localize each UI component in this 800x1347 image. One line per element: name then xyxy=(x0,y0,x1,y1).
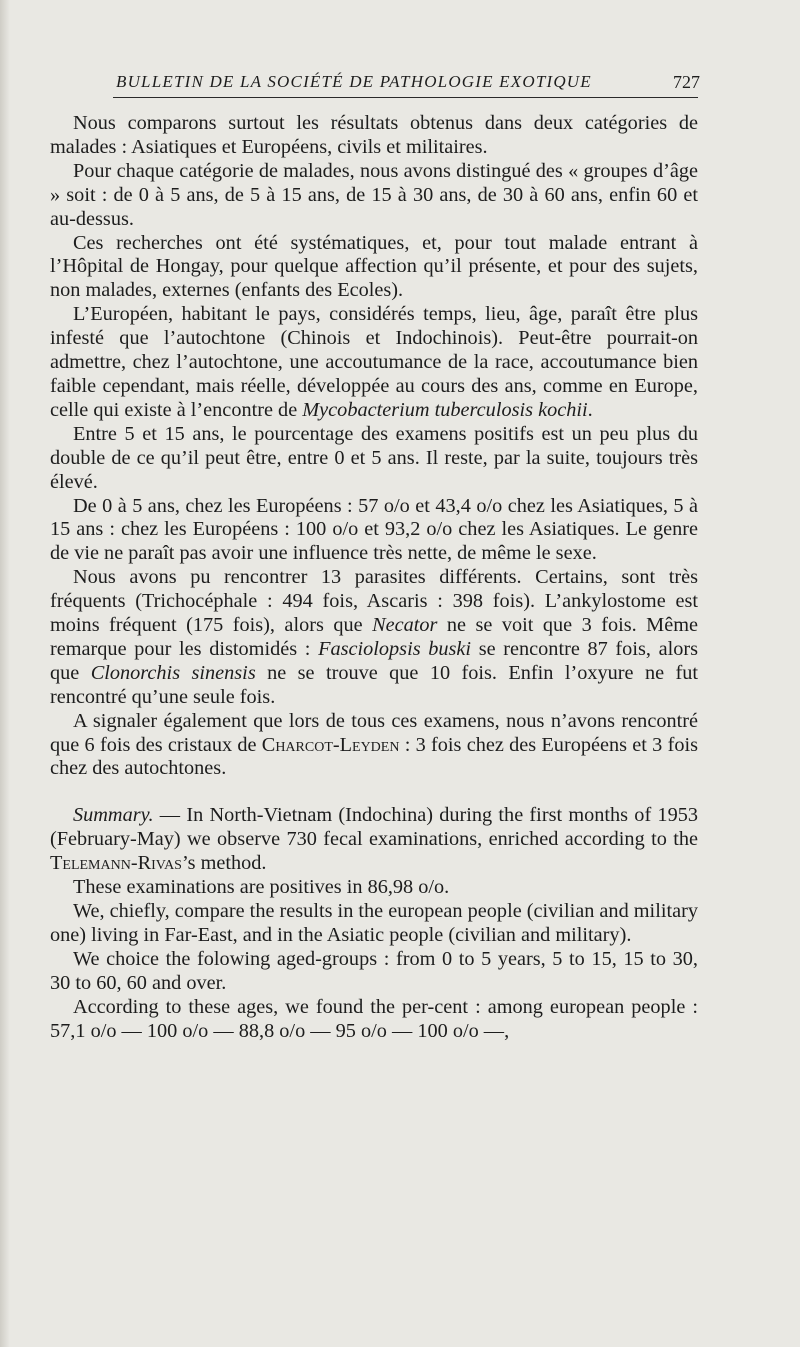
summary-paragraph: According to these ages, we found the per-cent : among european people : 57,1 o/o — 100 o/o — 88,8 o/o — 95 o/o — 100 o/o —, xyxy=(50,995,698,1042)
author-name: Telemann-Rivas xyxy=(50,852,182,875)
running-head xyxy=(48,70,700,100)
paragraph: L’Européen, habitant le pays, considérés temps, lieu, âge, paraît être plus infesté que l’autochtone (Chinois et Indochinois). Peut-être pourrait-on admettre, chez l’autochtone, une accoutumance de la race, accoutumance bien faible cependant, mais réelle, développée au cours des ans, comme en Europe, celle qui existe à l’encontre de Mycobacterium tuberculosis kochii. xyxy=(50,303,698,421)
species-name: Fasciolopsis buski xyxy=(318,637,472,660)
paragraph: Pour chaque catégorie de malades, nous avons distingué des « groupes d’âge » soit : de 0 à 5 ans, de 5 à 15 ans, de 15 à 30 ans, de 30 à 60 ans, enfin 60 et au-dessus. xyxy=(50,159,698,230)
page-number: 727 xyxy=(673,72,700,92)
journal-title: BULLETIN DE LA SOCIÉTÉ DE PATHOLOGIE EXOTIQUE xyxy=(116,72,592,91)
paragraph: Entre 5 et 15 ans, le pourcentage des examens positifs est un peu plus du double de ce qu’il peut être, entre 0 et 5 ans. Il reste, par la suite, toujours très élevé. xyxy=(50,422,698,493)
author-name: Charcot-Leyden xyxy=(261,733,400,756)
paragraph: Nous comparons surtout les résultats obtenus dans deux catégories de malades : Asiatiques et Européens, civils et militaires. xyxy=(50,112,698,158)
summary-paragraph: These examinations are positives in 86,98 o/o. xyxy=(73,876,450,899)
paragraph: De 0 à 5 ans, chez les Européens : 57 o/o et 43,4 o/o chez les Asiatiques, 5 à 15 ans : chez les Européens : 100 o/o et 93,2 o/o chez les Asiatiques. Le genre de vie ne paraît pas avoir une influence très nette, de même le sexe. xyxy=(50,494,698,565)
summary-paragraph: Summary. — In North-Vietnam (Indochina) during the first months of 1953 (February-May) we observe 730 fecal examinations, enriched according to the Telemann-Rivas’s method. xyxy=(50,804,698,875)
header-rule xyxy=(113,97,698,98)
paragraph: Nous avons pu rencontrer 13 parasites différents. Certains, sont très fréquents (Trichocéphale : 494 fois, Ascaris : 398 fois). L’ankylostome est moins fréquent (175 fois), alors que Necator ne se voit que 3 fois. Même remarque pour les distomidés : Fasciolopsis buski se rencontre 87 fois, alors que Clonorchis sinensis ne se trouve que 10 fois. Enfin l’oxyure ne fut rencontré qu’une seule fois. xyxy=(50,566,699,708)
species-name: Necator xyxy=(372,614,438,637)
article-body xyxy=(50,112,698,1043)
summary-paragraph: We, chiefly, compare the results in the european people (civilian and military one) living in Far-East, and in the Asiatic people (civilian and military). xyxy=(50,900,698,946)
paragraph: A signaler également que lors de tous ces examens, nous n’avons rencontré que 6 fois des cristaux de Charcot-Leyden : 3 fois chez des Européens et 3 fois chez des autochtones. xyxy=(50,709,698,780)
page-edge xyxy=(0,0,10,1347)
summary-paragraph: We choice the folowing aged-groups : from 0 to 5 years, 5 to 15, 15 to 30, 30 to 60, 60 and over. xyxy=(50,947,698,994)
species-name: Clonorchis sinensis xyxy=(90,661,256,684)
paragraph: Ces recherches ont été systématiques, et, pour tout malade entrant à l’Hôpital de Hongay, pour quelque affection qu’il présente, et pour des sujets, non malades, externes (enfants des Ecoles). xyxy=(50,231,698,302)
species-name: Mycobacterium tuberculosis kochii xyxy=(302,398,588,421)
summary-label: Summary. xyxy=(73,804,154,827)
